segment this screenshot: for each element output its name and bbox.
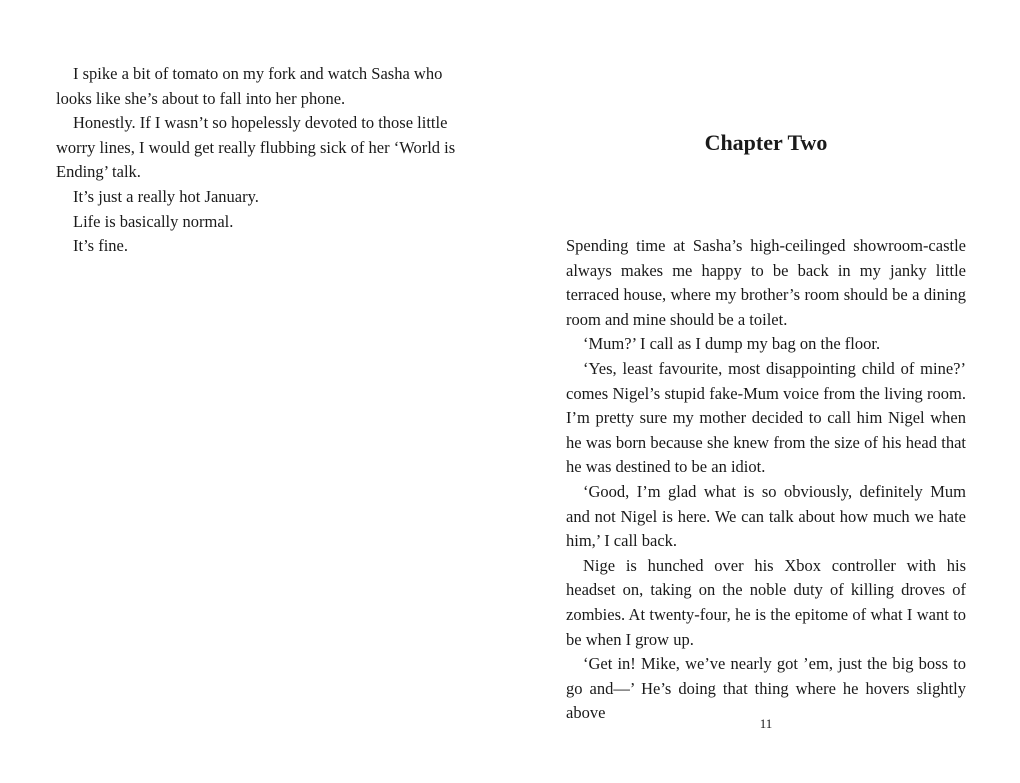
paragraph: ‘Mum?’ I call as I dump my bag on the floor. (583, 334, 881, 354)
page-number: 11 (759, 716, 773, 731)
paragraph: It’s just a really hot January. (73, 186, 259, 206)
right-page (510, 0, 1020, 783)
left-page-body (56, 62, 456, 259)
paragraph: Honestly. If I wasn’t so hopelessly devoted to those little worry lines, I would get really flubbing sick of her ‘World is Ending’ talk. (56, 113, 456, 182)
paragraph: ‘Get in! Mike, we’ve nearly got ’em, just the big boss to go and—’ He’s doing that thing where he hovers slightly above (566, 654, 966, 723)
paragraph: Life is basically normal. (73, 211, 234, 231)
paragraph: Nige is hunched over his Xbox controller with his headset on, taking on the noble duty of killing droves of zombies. At twenty-four, he is the epitome of what I want to be when I grow up. (566, 555, 966, 649)
paragraph: ‘Good, I’m glad what is so obviously, definitely Mum and not Nigel is here. We can talk about how much we hate him,’ I call back. (566, 481, 966, 551)
paragraph: I spike a bit of tomato on my fork and watch Sasha who looks like she’s about to fall into her phone. (56, 64, 443, 108)
paragraph: Spending time at Sasha’s high-ceilinged showroom-castle always makes me happy to be back in my janky little terraced house, where my brother’s room should be a dining room and mine should be a toilet. (566, 236, 966, 329)
chapter-title: Chapter Two (704, 130, 828, 155)
paragraph: ‘Yes, least favourite, most disappointing child of mine?’ comes Nigel’s stupid fake-Mum voice from the living room. I’m pretty sure my mother decided to call him Nigel when he was born because she knew from the size of his head that he was destined to be an idiot. (566, 358, 966, 477)
right-page-body (566, 234, 966, 726)
paragraph: It’s fine. (73, 236, 128, 256)
